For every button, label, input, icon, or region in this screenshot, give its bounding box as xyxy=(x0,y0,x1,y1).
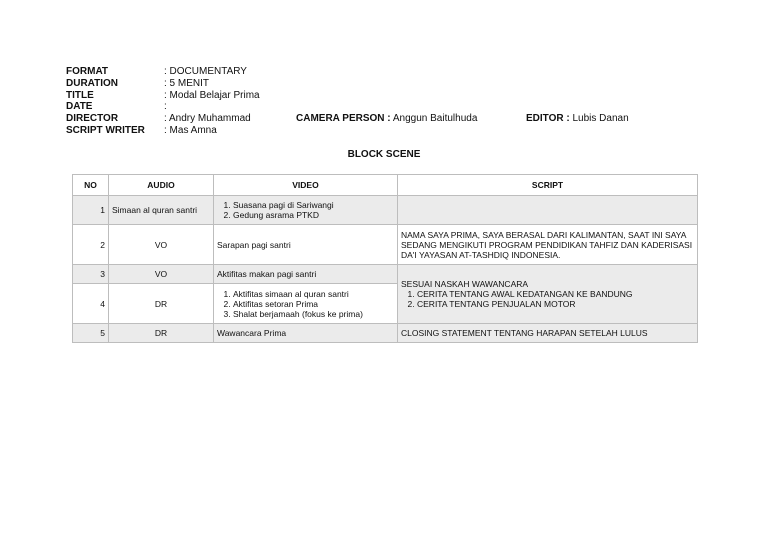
row-video: Wawancara Prima xyxy=(214,324,398,343)
camera-person-value: Anggun Baitulhuda xyxy=(390,113,478,125)
list-item: 1. CERITA TENTANG AWAL KEDATANGAN KE BANDUNG xyxy=(417,289,694,299)
video-list xyxy=(217,289,394,319)
row-audio: VO xyxy=(109,265,214,284)
block-scene-title: BLOCK SCENE xyxy=(347,149,421,160)
format-label: FORMAT xyxy=(66,66,109,77)
block-scene-table xyxy=(72,174,698,343)
row-audio: VO xyxy=(109,225,214,265)
title-value: : Modal Belajar Prima xyxy=(164,89,260,101)
director-label: DIRECTOR xyxy=(66,113,119,125)
list-item: 2. CERITA TENTANG PENJUALAN MOTOR xyxy=(417,299,694,309)
row-audio: DR xyxy=(109,284,214,324)
header-script: SCRIPT xyxy=(398,175,698,196)
writer-value: : Mas Amna xyxy=(164,124,217,136)
row-video: Aktifitas makan pagi santri xyxy=(214,265,398,284)
row-script: CLOSING STATEMENT TENTANG HARAPAN SETELAH LULUS xyxy=(398,324,698,343)
table-row xyxy=(73,324,698,343)
row-script xyxy=(398,196,698,225)
duration-value: : 5 MENIT xyxy=(164,77,210,89)
format-value: : DOCUMENTARY xyxy=(164,66,247,77)
row-audio: DR xyxy=(109,324,214,343)
camera-person-label: CAMERA PERSON : xyxy=(296,113,391,125)
table-header-row xyxy=(73,175,698,196)
table-row xyxy=(73,225,698,265)
video-list xyxy=(217,200,394,220)
row-no: 4 xyxy=(73,284,109,324)
date-value: : xyxy=(164,101,167,113)
list-item: 2. Aktifitas setoran Prima xyxy=(233,299,394,309)
row-no: 2 xyxy=(73,225,109,265)
header-no: NO xyxy=(73,175,109,196)
camera-person xyxy=(296,113,477,125)
row-no: 1 xyxy=(73,196,109,225)
date-label: DATE xyxy=(66,101,93,113)
list-item: 1. Aktifitas simaan al quran santri xyxy=(233,289,394,299)
row-video: Sarapan pagi santri xyxy=(214,225,398,265)
header-video: VIDEO xyxy=(214,175,398,196)
duration-label: DURATION xyxy=(66,77,119,89)
table-row xyxy=(73,265,698,284)
row-video xyxy=(214,284,398,324)
table-row xyxy=(73,196,698,225)
list-item: 2. Gedung asrama PTKD xyxy=(233,210,394,220)
director-value: : Andry Muhammad xyxy=(164,113,251,125)
list-item: 3. Shalat berjamaah (fokus ke prima) xyxy=(233,309,394,319)
row-no: 3 xyxy=(73,265,109,284)
row-video xyxy=(214,196,398,225)
merged-script-list xyxy=(401,289,694,309)
row-script-merged xyxy=(398,265,698,324)
editor xyxy=(526,113,629,125)
merged-script-intro: SESUAI NASKAH WAWANCARA xyxy=(401,279,529,289)
writer-label: SCRIPT WRITER xyxy=(66,124,145,136)
header-audio: AUDIO xyxy=(109,175,214,196)
row-no: 5 xyxy=(73,324,109,343)
row-audio: Simaan al quran santri xyxy=(109,196,214,225)
list-item: 1. Suasana pagi di Sariwangi xyxy=(233,200,394,210)
editor-value: Lubis Danan xyxy=(569,113,629,125)
editor-label: EDITOR : xyxy=(526,113,570,125)
row-script: NAMA SAYA PRIMA, SAYA BERASAL DARI KALIMANTAN, SAAT INI SAYA SEDANG MENGIKUTI PROGRAM PENDIDIKAN TAHFIZ DAN KADERISASI DA'I YAYASAN AT-TASHDIQ INDONESIA. xyxy=(398,225,698,265)
title-label: TITLE xyxy=(66,89,94,101)
